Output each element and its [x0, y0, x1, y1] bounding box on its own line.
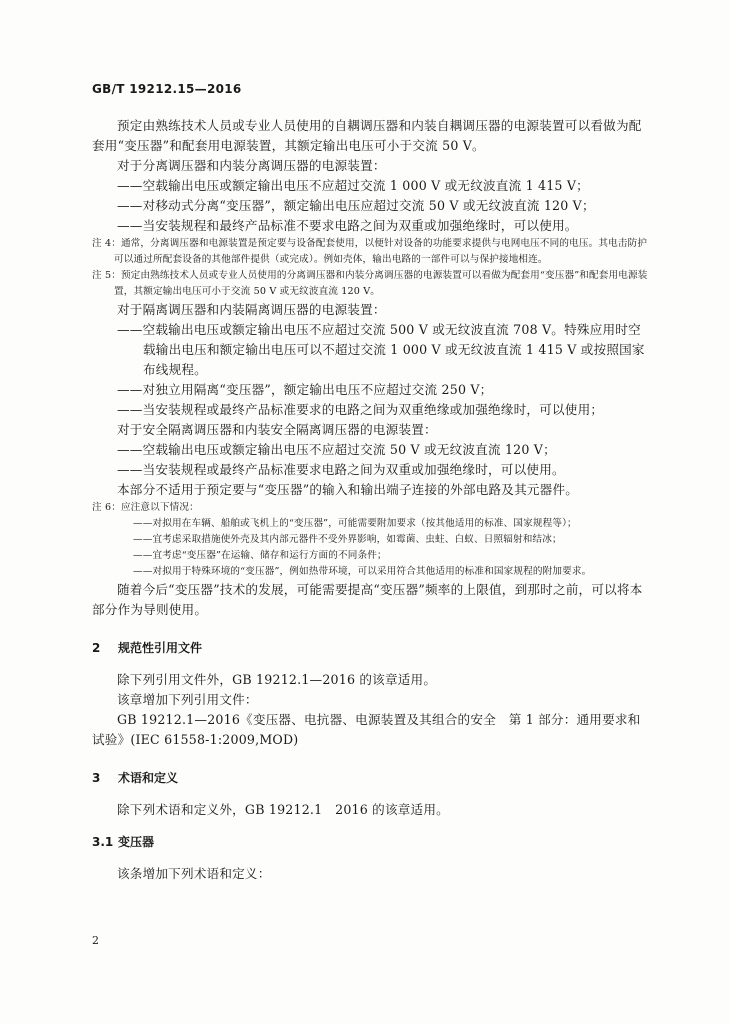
- section-paragraph: 该条增加下列术语和定义：: [117, 866, 271, 881]
- section-title: 术语和定义: [118, 771, 179, 785]
- intro-paragraph: 预定由熟练技术人员或专业人员使用的自耦调压器和内装自耦调压器的电源装置可以看做为配套用“变压器”和配套用电源装置，其额定输出电压可小于交流 50 V。: [92, 118, 642, 153]
- standard-number-header: GB/T 19212.15—2016: [92, 82, 242, 96]
- section-paragraph: 除下列术语和定义外，GB 19212.1 2016 的该章适用。: [117, 802, 449, 817]
- normative-reference: GB 19212.1—2016《变压器、电抗器、电源装置及其组合的安全 第 1 部分：通用要求和试验》(IEC 61558-1:2009,MOD): [92, 712, 641, 747]
- note-5: 注 5：预定由熟练技术人员或专业人员使用的分离调压器和内装分离调压器的电源装置可以看做为配套用“变压器”和配套用电源装置，其额定输出电压可小于交流 50 V 或无纹波直流 120 V。: [92, 270, 648, 297]
- section-title: 变压器: [118, 835, 155, 849]
- note-6-title: 注 6：应注意以下情况：: [92, 502, 199, 513]
- list-item: ——空载输出电压或额定输出电压不应超过交流 500 V 或无纹波直流 708 V。特殊应用时空载输出电压和额定输出电压可以不超过交流 1 000 V 或无纹波直流 1 415 V 或按照国家布线规程。: [117, 322, 645, 377]
- section-3-heading: [92, 768, 652, 788]
- list-item: ——当安装规程和最终产品标准不要求电路之间为双重或加强绝缘时，可以使用。: [117, 218, 578, 233]
- scope-exclusion-paragraph: 本部分不适用于预定要与“变压器”的输入和输出端子连接的外部电路及其元器件。: [117, 482, 579, 497]
- section-number: 3.1: [92, 835, 114, 849]
- list-item: ——空载输出电压或额定输出电压不应超过交流 50 V 或无纹波直流 120 V；: [117, 442, 556, 457]
- list-item: ——对独立用隔离“变压器”，额定输出电压不应超过交流 250 V；: [117, 382, 493, 397]
- section-paragraph: 该章增加下列引用文件：: [117, 692, 258, 707]
- section-number: 3: [92, 771, 101, 785]
- intro-paragraph: 对于隔离调压器和内装隔离调压器的电源装置：: [117, 302, 386, 317]
- note-6-item: ——对拟用于特殊环境的“变压器”，例如热带环境，可以采用符合其他适用的标准和国家规程的附加要求。: [133, 566, 592, 577]
- section-number: 2: [92, 641, 101, 655]
- section-3-1-heading: [92, 832, 652, 852]
- note-6-item: ——对拟用在车辆、船舶或飞机上的“变压器”，可能需要附加要求（按其他适用的标准、国家规程等）；: [133, 518, 577, 529]
- note-6-item: ——宜考虑采取措施使外壳及其内部元器件不受外界影响，如霉菌、虫蛀、白蚁、日照辐射和结冰；: [133, 534, 562, 545]
- intro-paragraph: 随着今后“变压器”技术的发展，可能需要提高“变压器”频率的上限值，到那时之前，可以将本部分作为导则使用。: [92, 582, 643, 617]
- section-title: 规范性引用文件: [118, 641, 203, 655]
- list-item: ——空载输出电压或额定输出电压不应超过交流 1 000 V 或无纹波直流 1 415 V；: [117, 178, 589, 193]
- list-item: ——当安装规程或最终产品标准要求的电路之间为双重绝缘或加强绝缘时，可以使用；: [117, 402, 604, 417]
- page-number: 2: [92, 934, 99, 947]
- list-item: ——当安装规程或最终产品标准要求电路之间为双重或加强绝缘时，可以使用。: [117, 462, 565, 477]
- section-2-heading: [92, 638, 652, 658]
- intro-paragraph: 对于分离调压器和内装分离调压器的电源装置：: [117, 158, 386, 173]
- note-6-item: ——宜考虑“变压器”在运输、储存和运行方面的不同条件；: [133, 550, 387, 561]
- note-4: 注 4：通常，分离调压器和电源装置是预定要与设备配套使用，以便针对设备的功能要求提供与电网电压不同的电压。其电击防护可以通过所配套设备的其他部件提供（或完成）。例如壳体，输出电路的一部件可以与保护接地相连。: [92, 238, 648, 265]
- list-item: ——对移动式分离“变压器”，额定输出电压应超过交流 50 V 或无纹波直流 120 V；: [117, 198, 595, 213]
- intro-paragraph: 对于安全隔离调压器和内装安全隔离调压器的电源装置：: [117, 422, 437, 437]
- page-body: [92, 116, 652, 884]
- section-paragraph: 除下列引用文件外，GB 19212.1—2016 的该章适用。: [117, 672, 437, 687]
